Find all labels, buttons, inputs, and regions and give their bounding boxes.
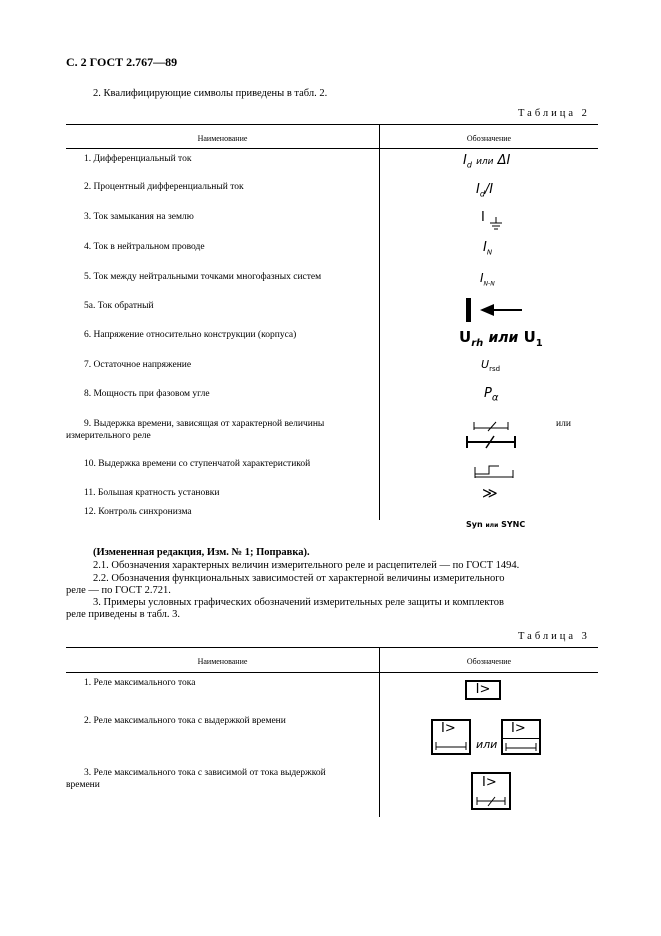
time-delay-dependent-bold-icon: [466, 434, 516, 450]
sym-neutral-points-current: $I_{N-N}$: [480, 271, 495, 288]
table2-row-9-name-l2: измерительного реле: [66, 431, 151, 441]
step-time-delay-icon: [475, 463, 513, 479]
box-divider: [503, 738, 539, 739]
note-3-l1: 3. Примеры условных графических обозначений измерительных реле защиты и комплектов: [93, 597, 504, 608]
table2-col-divider: [379, 124, 380, 520]
sym-sync-check: Syn или SYNC: [466, 520, 526, 529]
time-delay-icon: [506, 742, 536, 752]
table2-row-3-name: 3. Ток замыкания на землю: [84, 212, 194, 222]
intro-paragraph: 2. Квалифицирующие символы приведены в табл. 2.: [93, 88, 328, 99]
table2-row-7-name: 7. Остаточное напряжение: [84, 360, 192, 370]
table2-row-8-name: 8. Мощность при фазовом угле: [84, 389, 210, 399]
table3-row-1-name: 1. Реле максимального тока: [84, 678, 196, 688]
sym-ground-fault-current: I: [481, 210, 485, 225]
table3-top-rule: [66, 647, 598, 648]
note-3-l2: реле приведены в табл. 3.: [66, 609, 181, 620]
table3-caption: Таблица 3: [518, 631, 590, 642]
table2-caption: Таблица 2: [518, 108, 590, 119]
amendment-note: (Измененная редакция, Изм. № 1; Поправка).: [93, 547, 310, 558]
table2-row-1-name: 1. Дифференциальный ток: [84, 154, 192, 164]
table2-row-5a-name: 5а. Ток обратный: [84, 301, 154, 311]
relay-overcurrent-delay-box-b: I>: [501, 719, 541, 755]
table3-row-3-name-l2: времени: [66, 780, 100, 790]
table2-col-name: Наименование: [197, 134, 248, 143]
table2-row-6-name: 6. Напряжение относительно конструкции (корпуса): [84, 330, 297, 340]
table3-row-3-name-l1: 3. Реле максимального тока с зависимой от тока выдержкой: [84, 768, 326, 778]
relay-overcurrent-dependent-delay-box: I>: [471, 772, 511, 810]
sym-differential-current: $I_d$ или ΔI: [463, 153, 511, 170]
table2-head-rule: [66, 148, 598, 149]
time-delay-icon: [436, 741, 466, 751]
reverse-current-icon: [466, 298, 524, 324]
sym-frame-voltage: $U_{rh}$ или $U_1$: [459, 328, 543, 349]
note-2-1: 2.1. Обозначения характерных величин измерительного реле и расцепителей — по ГОСТ 1494.: [93, 560, 520, 571]
page-header: С. 2 ГОСТ 2.767—89: [66, 55, 178, 69]
sym-high-multiplicity: ≫: [482, 484, 498, 502]
sym-neutral-current: $I_N$: [483, 240, 493, 257]
table2-row-12-name: 12. Контроль синхронизма: [84, 507, 192, 517]
relay-overcurrent-box: I>: [465, 680, 501, 700]
table2-col-sym: Обозначение: [466, 134, 512, 143]
note-2-2-l1: 2.2. Обозначения функциональных зависимостей от характерной величины измерительного: [93, 573, 505, 584]
table2-row-5-name: 5. Ток между нейтральными точками многофазных систем: [84, 272, 322, 282]
table3-col-name: Наименование: [197, 657, 248, 666]
table2-row-4-name: 4. Ток в нейтральном проводе: [84, 242, 205, 252]
table3-col-sym: Обозначение: [466, 657, 512, 666]
note-2-2-l2: реле — по ГОСТ 2.721.: [66, 585, 171, 596]
table2-top-rule: [66, 124, 598, 125]
sym-residual-voltage: $U_{rsd}$: [481, 358, 501, 374]
table3-row2-or: или: [476, 738, 498, 751]
table3-head-rule: [66, 672, 598, 673]
ground-icon: [490, 217, 502, 231]
table3-col-divider: [379, 647, 380, 817]
time-delay-dependent-icon: [474, 420, 508, 432]
table2-row-2-name: 2. Процентный дифференциальный ток: [84, 182, 244, 192]
table3-row-2-name: 2. Реле максимального тока с выдержкой времени: [84, 716, 286, 726]
time-delay-dependent-icon: [477, 795, 505, 807]
sym-phase-angle-power: $P_\alpha$: [484, 386, 499, 404]
relay-overcurrent-delay-box-a: I>: [431, 719, 471, 755]
sym-row9-or: или: [556, 419, 571, 429]
table2-row-11-name: 11. Большая кратность установки: [84, 488, 220, 498]
sym-percent-differential-current: $I_d/I$: [476, 182, 494, 199]
table2-row-9-name-l1: 9. Выдержка времени, зависящая от характерной величины: [84, 419, 325, 429]
table2-row-10-name: 10. Выдержка времени со ступенчатой характеристикой: [84, 459, 311, 469]
